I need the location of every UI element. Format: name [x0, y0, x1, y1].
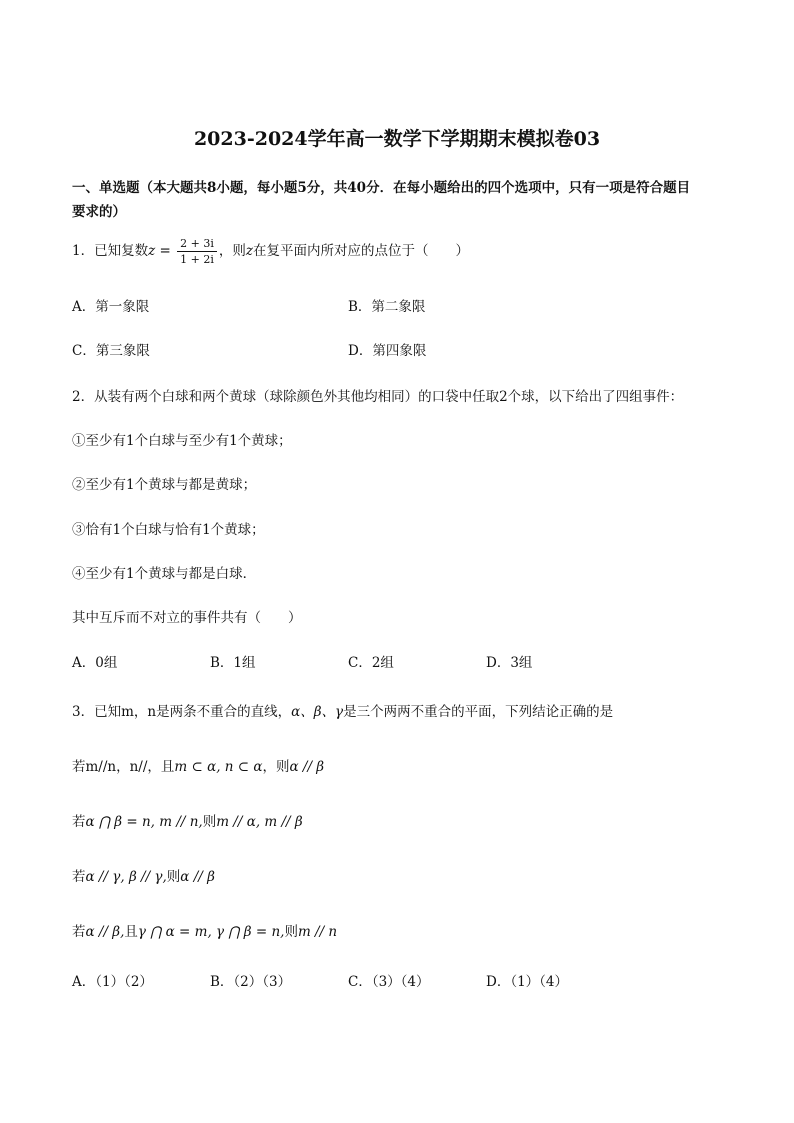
statement-text: 若	[72, 869, 86, 885]
q3-statement-4	[72, 920, 337, 940]
math-expression: α // β	[180, 869, 215, 885]
q3-stem-pre: 3．已知m，n是两条不重合的直线，	[72, 704, 292, 720]
q3-statement-3	[72, 865, 215, 885]
q2-item-4: ④至少有1个黄球与都是白球．	[72, 566, 257, 582]
variable-z: z	[148, 243, 156, 259]
math-expression: α // β,	[85, 924, 125, 940]
statement-text: 若m//n，n//，且	[72, 759, 175, 775]
statement-text: 则	[202, 814, 217, 830]
math-expression: m // n	[297, 924, 338, 940]
fraction-numerator: 2 + 3i	[177, 238, 217, 252]
math-expression: α // γ, β // γ,	[85, 869, 167, 885]
q2-question: 其中互斥而不对立的事件共有（ ）	[72, 610, 302, 626]
section-heading-line1: 一、单选题（本大题共8小题，每小题5分，共40分．在每小题给出的四个选项中，只有一项是符合题目	[72, 180, 691, 196]
q2-item-1: ①至少有1个白球与至少有1个黄球；	[72, 433, 292, 449]
q3-statement-1	[72, 755, 324, 775]
page-title: 2023-2024学年高一数学下学期期末模拟卷03	[193, 128, 601, 150]
question-1-post: 在复平面内所对应的点位于（ ）	[252, 243, 469, 259]
q2-item-3: ③恰有1个白球与恰有1个黄球；	[72, 522, 265, 538]
q1-option-b: B．第二象限	[348, 299, 426, 315]
q3-greek-planes: α、β、γ	[291, 704, 344, 720]
fraction	[177, 238, 217, 265]
q3-option-c: C．（3）（4）	[348, 974, 430, 990]
statement-text: 且	[124, 924, 138, 940]
q2-option-a: A．0组	[72, 655, 118, 671]
q3-stem-post: 是三个两两不重合的平面，下列结论正确的是	[343, 704, 614, 720]
statement-text: ，则	[262, 759, 290, 775]
math-expression: γ ⋂ α = m, γ ⋂ β = n,	[137, 924, 285, 940]
q3-option-d: D．（1）（4）	[486, 974, 569, 990]
q2-option-c: C．2组	[348, 655, 394, 671]
statement-text: 若	[72, 924, 86, 940]
statement-text: 则	[284, 924, 298, 940]
math-expression: α // β	[289, 759, 325, 775]
q1-option-c: C．第三象限	[72, 343, 150, 359]
q3-statement-2	[72, 810, 303, 830]
question-1-mid: ，则	[218, 243, 246, 259]
q3-option-a: A．（1）（2）	[72, 974, 153, 990]
math-expression: m // α, m // β	[216, 814, 303, 830]
q1-option-d: D．第四象限	[348, 343, 427, 359]
section-heading-line2: 要求的）	[72, 204, 126, 220]
variable-z: z	[245, 243, 253, 259]
q3-option-b: B．（2）（3）	[210, 974, 292, 990]
statement-text: 若	[72, 814, 86, 830]
question-number: 1．	[72, 243, 95, 259]
q2-option-d: D．3组	[486, 655, 533, 671]
math-expression: m ⊂ α, n ⊂ α	[174, 759, 263, 775]
math-expression: α ⋂ β = n, m // n,	[85, 814, 203, 830]
question-1-pre: 已知复数	[94, 243, 149, 259]
q2-item-2: ②至少有1个黄球与都是黄球；	[72, 477, 257, 493]
q2-option-b: B．1组	[210, 655, 256, 671]
equals-sign: =	[155, 243, 176, 259]
question-3-stem	[72, 700, 613, 720]
q1-option-a: A．第一象限	[72, 299, 150, 315]
statement-text: 则	[166, 869, 181, 885]
question-1	[72, 238, 469, 265]
fraction-denominator: 1 + 2i	[180, 253, 214, 266]
question-2-stem: 2．从装有两个白球和两个黄球（球除颜色外其他均相同）的口袋中任取2个球，以下给出了四组事件：	[72, 389, 684, 405]
